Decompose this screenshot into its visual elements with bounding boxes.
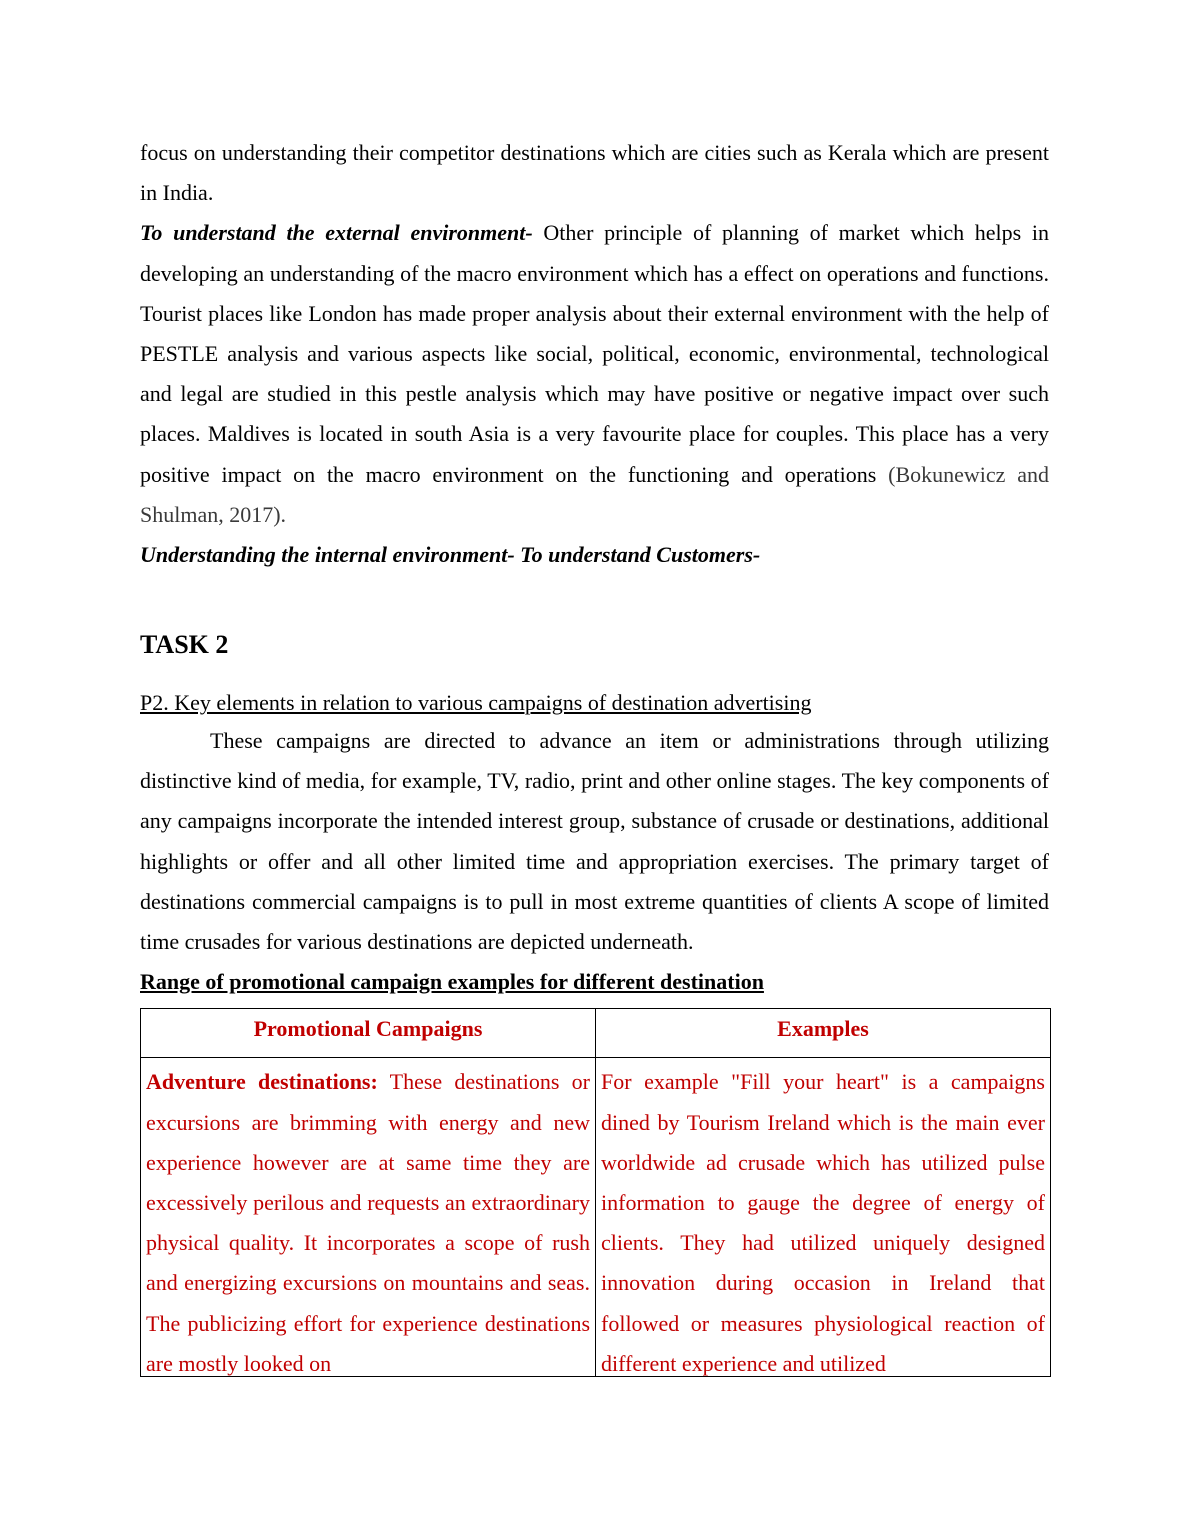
p2-subheading: P2. Key elements in relation to various campaigns of destination advertising (140, 690, 812, 715)
table-header-row (141, 1009, 1051, 1058)
header-promotional-campaigns: Promotional Campaigns (141, 1009, 596, 1058)
promotional-campaigns-table (140, 1008, 1051, 1377)
adventure-destinations-text: These destinations or excursions are brimming with energy and new experience however are at same time they are excessively perilous and requests an extraordinary physical quality. It incorporates a scope of rush and energizing excursions on mountains and seas. The publicizing effort for experience destinations are mostly looked on (146, 1069, 590, 1376)
paragraph-external-environment (140, 213, 1049, 535)
adventure-destinations-label: Adventure destinations: (146, 1069, 378, 1095)
paragraph-competitor-destinations: focus on understanding their competitor destinations which are cities such as Kerala which are present in India. (140, 140, 1049, 206)
table-title: Range of promotional campaign examples for different destination (140, 969, 764, 995)
external-environment-body: Other principle of planning of market which helps in developing an understanding of the macro environment which has a effect on operations and functions. Tourist places like London has made proper analysis about their external environment with the help of PESTLE analysis and various aspects like social, political, economic, environmental, technological and legal are studied in this pestle analysis which may have positive or negative impact over such places. Maldives is located in south Asia is a very favourite place for couples. This place has a very positive impact on the macro environment on the functioning and operations (140, 220, 1050, 487)
campaigns-paragraph: These campaigns are directed to advance an item or administrations through utilizing distinctive kind of media, for example, TV, radio, print and other online stages. The key components of any campaigns incorporate the intended interest group, substance of crusade or destinations, additional highlights or offer and all other limited time and appropriation exercises. The primary target of destinations commercial campaigns is to pull in most extreme quantities of clients A scope of limited time crusades for various destinations are depicted underneath. (140, 728, 1049, 955)
example-text: For example "Fill your heart" is a campaigns dined by Tourism Ireland which is the main ever worldwide ad crusade which has utilized pulse information to gauge the degree of energy of clients. They had utilized uniquely designed innovation during occasion in Ireland that followed or measures physiological reaction of different experience and utilized (601, 1069, 1045, 1376)
table-row (141, 1058, 1051, 1377)
external-environment-heading: To understand the external environment- (140, 220, 533, 246)
cell-adventure-destinations (141, 1058, 596, 1377)
cell-fill-your-heart-example (596, 1058, 1051, 1377)
header-examples: Examples (596, 1009, 1051, 1058)
document-page (140, 133, 1050, 1376)
internal-environment-heading: Understanding the internal environment- To understand Customers- (140, 542, 761, 568)
task-2-section (140, 687, 1049, 1377)
citation: (Bokunewicz and Shulman, 2017). (140, 461, 1050, 527)
task-2-heading: TASK 2 (140, 630, 229, 659)
